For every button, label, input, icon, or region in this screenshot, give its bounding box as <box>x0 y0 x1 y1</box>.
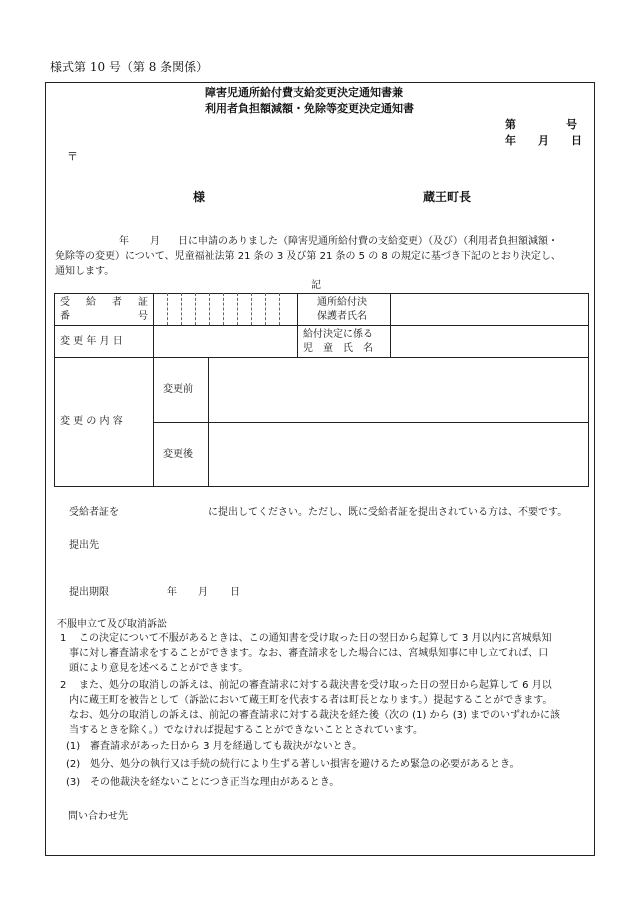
appeal-sub-2: 処分、処分の執行又は手続の続行により生ずる著しい損害を避けるため緊急の必要があるとき。 <box>90 759 520 770</box>
destination-label: 提出先 <box>69 540 99 551</box>
before-content-field[interactable] <box>209 358 588 422</box>
doc-no-prefix: 第 <box>505 118 516 131</box>
table-col-divider-1 <box>153 293 154 487</box>
deadline-month: 月 <box>198 587 208 598</box>
deadline-label: 提出期限 <box>69 587 109 598</box>
appeal-item-2-line-3: なお、処分の取消しの訴えは、前記の審査請求に対する裁決を経た後（次の (1) から (3) までのいずれかに該 <box>69 710 561 721</box>
recipient-suffix: 様 <box>193 190 206 204</box>
digit-box-sep <box>223 293 224 325</box>
digit-box-sep <box>251 293 252 325</box>
appeal-item-1-line-1: この決定について不服があるときは、この通知書を受け取った日の翌日から起算して 3 月以内に宮城県知 <box>79 633 552 644</box>
submit-line-start: 受給者証を <box>69 507 119 518</box>
digit-box-sep <box>209 293 210 325</box>
appeal-item-2-num: 2 <box>60 680 67 691</box>
appeal-item-1-num: 1 <box>60 633 67 644</box>
deadline-year: 年 <box>167 587 177 598</box>
postal-mark: 〒 <box>67 150 78 163</box>
digit-box-sep <box>167 293 168 325</box>
appeal-item-2-line-1: また、処分の取消しの訴えは、前記の審査請求に対する裁決書を受け取った日の翌日から起算して 6 月以 <box>79 680 552 691</box>
digit-box-sep <box>279 293 280 325</box>
child-label-line-1: 給付決定に係る <box>303 329 373 340</box>
doc-no-suffix: 号 <box>566 118 577 131</box>
change-date-field[interactable] <box>154 326 296 357</box>
change-date-label: 変 更 年 月 日 <box>60 336 123 347</box>
title-line-2: 利用者負担額減額・免除等変更決定通知書 <box>205 102 414 115</box>
appeal-heading: 不服申立て及び取消訴訟 <box>57 619 167 630</box>
certificate-number-label: 受 給 者 証 <box>60 297 148 308</box>
title-line-1: 障害児通所給付費支給変更決定通知書兼 <box>205 86 403 99</box>
after-content-field[interactable] <box>209 423 588 486</box>
appeal-sub-2-num: (2) <box>66 759 81 770</box>
appeal-item-2-line-4: 当するときを除く。）でなければ提起することができないこととされています。 <box>69 725 423 736</box>
before-label: 変更前 <box>163 384 193 395</box>
appeal-item-1-line-2: 事に対し審査請求をすることができます。なお、審査請求をした場合には、宮城県知事に申し立てれば、口 <box>69 648 549 659</box>
date-day: 日 <box>571 134 582 147</box>
appeal-sub-3: その他裁決を経ないことにつき正当な理由があるとき。 <box>90 777 340 788</box>
child-name-field[interactable] <box>391 326 588 357</box>
digit-box-sep <box>181 293 182 325</box>
intro-line-2: 免除等の変更）について、児童福祉法第 21 条の 3 及び第 21 条の 5 の 8 の規定に基づき下記のとおり決定し、 <box>55 251 561 262</box>
intro-line-3: 通知します。 <box>55 266 115 277</box>
intro-year: 年 <box>119 236 129 247</box>
child-label-line-2: 児 童 氏 名 <box>303 343 373 354</box>
guardian-label-line-1: 通所給付決 <box>317 297 367 308</box>
table-col-divider-2 <box>297 293 298 357</box>
submit-line-rest: に提出してください。ただし、既に受給者証を提出されている方は、不要です。 <box>208 507 568 518</box>
appeal-item-1-line-3: 頭により意見を述べることができます。 <box>69 663 249 674</box>
appeal-sub-1: 審査請求があった日から 3 月を経過しても裁決がないとき。 <box>90 741 363 752</box>
intro-month: 月 <box>150 236 160 247</box>
digit-box-sep <box>265 293 266 325</box>
certificate-number-label-2: 番 号 <box>60 311 148 322</box>
after-label: 変更後 <box>163 449 193 460</box>
intro-line-1: 日に申請のありました（障害児通所給付費の支給変更）（及び）（利用者負担額減額・ <box>178 236 558 247</box>
guardian-label-line-2: 保護者氏名 <box>317 311 367 322</box>
date-year: 年 <box>505 134 516 147</box>
appeal-sub-1-num: (1) <box>66 741 81 752</box>
change-content-label: 変 更 の 内 容 <box>60 416 123 427</box>
contact-label: 問い合わせ先 <box>68 811 128 822</box>
issuer: 蔵王町長 <box>423 190 472 204</box>
guardian-name-field[interactable] <box>391 294 588 325</box>
deadline-day: 日 <box>230 587 240 598</box>
date-month: 月 <box>538 134 549 147</box>
appeal-sub-3-num: (3) <box>66 777 81 788</box>
appeal-item-2-line-2: 内に蔵王町を被告として（訴訟において蔵王町を代表する者は町長となります。）提起することができます。 <box>69 695 553 706</box>
ki-mark: 記 <box>311 280 321 291</box>
form-number: 様式第 10 号（第 8 条関係） <box>50 60 209 74</box>
digit-box-sep <box>195 293 196 325</box>
digit-box-sep <box>237 293 238 325</box>
